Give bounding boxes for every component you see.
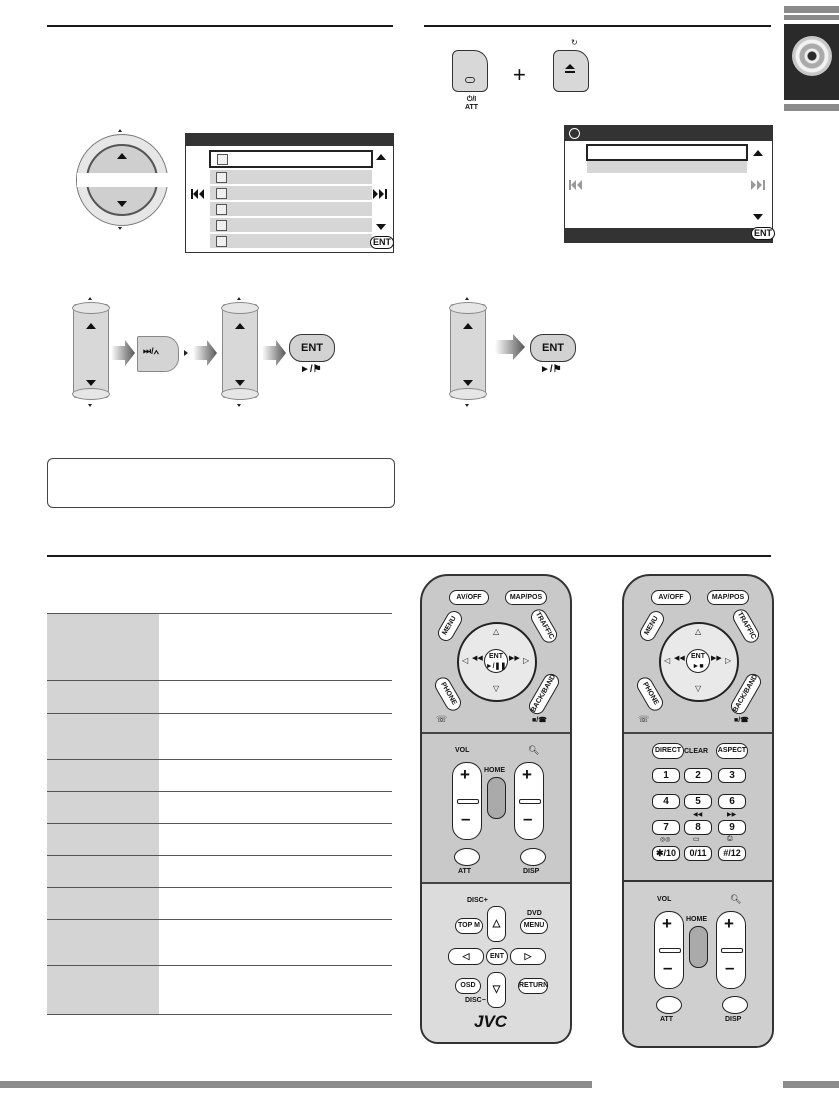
table-row-label [47, 792, 159, 823]
folder-row-selected[interactable] [209, 150, 373, 168]
plus-sign: + [513, 62, 526, 87]
stop-hangup-icon: ■/☎ [734, 717, 749, 724]
pad-left-icon: ◁ [664, 656, 671, 665]
scroll-down-icon[interactable] [376, 224, 386, 230]
search-icon: 🔍︎ [528, 745, 540, 755]
table-row [47, 791, 392, 823]
table-row [47, 887, 392, 919]
right-section-rule [424, 25, 771, 27]
navigation-pad[interactable] [659, 622, 739, 702]
audio-icon: ◎◎ [660, 837, 671, 843]
eject-icon [565, 64, 575, 73]
pad-left-icon: ◁ [462, 656, 469, 665]
phone-button[interactable]: PHONE [432, 674, 464, 713]
vol-label: VOL [657, 896, 672, 903]
top-menu-button[interactable]: TOP M [455, 918, 483, 934]
subtitle-icon: ▭ [693, 836, 700, 843]
flow-arrow-2 [193, 340, 217, 366]
menu-button[interactable]: MENU [637, 608, 667, 644]
menu-button[interactable]: MENU [435, 608, 465, 644]
att-button[interactable] [452, 50, 488, 92]
disc-tab [784, 24, 839, 100]
table-row-label [47, 714, 159, 759]
av-off-button[interactable]: AV/OFF [449, 590, 489, 605]
dvd-menu-button[interactable]: MENU [520, 918, 548, 934]
ent-button[interactable]: ENT [530, 334, 576, 362]
zoom-in-icon: + [522, 765, 532, 784]
table-row-label [47, 760, 159, 791]
number-button-1[interactable]: 1 [652, 768, 680, 783]
note-box [47, 458, 395, 508]
aspect-button[interactable]: ASPECT [716, 743, 748, 759]
zoom-rocker[interactable] [514, 762, 544, 840]
scroll-down-icon[interactable] [753, 214, 763, 220]
number-button-10[interactable]: ✱/10 [652, 846, 680, 861]
clear-label: CLEAR [684, 748, 709, 755]
side-tab-bar-bottom [784, 104, 839, 111]
control-dial[interactable] [76, 134, 168, 226]
number-button-4[interactable]: 4 [652, 794, 680, 809]
zoom-out-icon: – [523, 809, 533, 828]
vertical-slider-button[interactable] [73, 304, 109, 398]
att-label: ATT [660, 1016, 674, 1023]
volume-up-icon: + [662, 914, 672, 933]
table-row-label [47, 824, 159, 855]
dial-down-tick [118, 227, 122, 230]
return-button[interactable]: RETURN [518, 978, 548, 994]
volume-rocker[interactable] [452, 762, 482, 840]
up-button[interactable]: △ [487, 906, 506, 942]
folder-row[interactable] [210, 202, 372, 216]
slider-rim-bottom [72, 388, 110, 400]
pad-right-icon: ▷ [523, 656, 530, 665]
slider-rim-top [449, 302, 487, 314]
zoom-divider [519, 799, 541, 804]
direct-button[interactable]: DIRECT [652, 743, 684, 759]
map-pos-button[interactable]: MAP/POS [707, 590, 749, 605]
flow-arrow-1 [111, 340, 135, 366]
screen-header [186, 134, 393, 146]
number-button-8[interactable]: 8 [684, 820, 712, 835]
table-row [47, 965, 392, 1015]
back-band-button[interactable]: BACK/BAND [526, 671, 562, 717]
table-row-label [47, 681, 159, 713]
play-label: ►/⚑ [300, 364, 322, 375]
slider-rim-bottom [449, 388, 487, 400]
skip-button[interactable] [137, 336, 179, 372]
map-pos-button[interactable]: MAP/POS [505, 590, 547, 605]
table-row-label [47, 888, 159, 919]
table-row [47, 680, 392, 713]
list-row-selected[interactable] [586, 144, 748, 161]
pad-up-icon: △ [493, 627, 500, 636]
volume-divider [659, 948, 681, 953]
slider-down-tick [237, 404, 241, 407]
list-row[interactable] [587, 161, 747, 173]
scroll-up-icon[interactable] [376, 154, 386, 160]
folder-icon [216, 188, 227, 199]
att-button[interactable] [656, 996, 682, 1014]
home-label: HOME [484, 767, 505, 774]
home-label: HOME [686, 916, 707, 923]
slider-down-tick [88, 404, 92, 407]
slider-up-arrow [463, 323, 473, 329]
pad-right-icon: ▷ [725, 656, 732, 665]
dvd-label: DVD [527, 910, 542, 917]
prev-track-icon[interactable] [191, 189, 205, 199]
folder-list-screen [185, 133, 394, 253]
fast-forward-icon: ▶▶ [727, 812, 737, 818]
flow-arrow-3 [262, 340, 286, 366]
volume-up-icon: + [460, 765, 470, 784]
slider-down-arrow [463, 380, 473, 386]
phone-button[interactable]: PHONE [634, 674, 666, 713]
zoom-in-icon: + [724, 914, 734, 933]
folder-icon [216, 204, 227, 215]
att-button-label: ⏻/I ATT [465, 96, 479, 111]
dial-up-arrow [117, 153, 127, 159]
remote-top-divider [624, 732, 772, 734]
down-button[interactable]: ▽ [487, 972, 506, 1008]
folder-icon [216, 172, 227, 183]
clock-list-screen [564, 125, 773, 243]
att-label: ATT [458, 868, 472, 875]
ent-play-stop-button[interactable] [686, 649, 710, 673]
pad-down-icon: ▽ [695, 684, 702, 693]
slider-down-arrow [86, 380, 96, 386]
dial-up-tick [118, 129, 122, 132]
slider-rim-top [72, 302, 110, 314]
vertical-slider-button-2[interactable] [222, 304, 258, 398]
play-label: ►/⚑ [540, 364, 562, 375]
jvc-logo: JVC [474, 1012, 508, 1031]
left-section-rule [47, 25, 393, 27]
slider-rim-top [221, 302, 259, 314]
ent-play-pause-button[interactable] [484, 649, 508, 673]
traffic-button[interactable]: TRAFFIC [528, 606, 560, 645]
disp-label: DISP [725, 1016, 742, 1023]
table-row-label [47, 856, 159, 887]
zoom-rocker[interactable] [716, 911, 746, 989]
left-button[interactable]: ◁ [448, 948, 484, 965]
call-icon: ☏ [638, 714, 650, 724]
folder-row[interactable] [210, 218, 372, 232]
dial-band [77, 173, 169, 187]
home-button[interactable] [689, 926, 708, 968]
table-row [47, 823, 392, 855]
table-row [47, 713, 392, 759]
dial-down-arrow [117, 201, 127, 207]
eject-button[interactable] [553, 50, 589, 92]
skip-label: ⏭/∧ [143, 346, 160, 356]
bottom-bar-left [0, 1081, 592, 1088]
folder-row[interactable] [210, 234, 372, 248]
folder-icon [216, 220, 227, 231]
stop-hangup-icon: ■/☎ [532, 717, 547, 724]
navigation-pad[interactable] [457, 622, 537, 702]
screen-header [565, 126, 772, 141]
bottom-bar-right [783, 1081, 839, 1088]
pad-next-icon: ▶▶ [711, 655, 722, 662]
slider-up-tick [88, 297, 92, 300]
folder-row[interactable] [210, 186, 372, 200]
slider-up-arrow [235, 323, 245, 329]
flow-arrow-4 [495, 334, 525, 360]
prev-track-icon [569, 180, 583, 190]
disp-button[interactable] [722, 996, 748, 1014]
att-button-mark [465, 77, 475, 83]
call-icon: ☏ [436, 714, 448, 724]
screen-footer [565, 228, 772, 242]
slider-up-tick [465, 297, 469, 300]
osd-button[interactable]: OSD [455, 978, 481, 994]
ent-button-dvd[interactable]: ENT [486, 948, 508, 965]
slider-rim-bottom [221, 388, 259, 400]
number-button-2[interactable]: 2 [684, 768, 712, 783]
volume-down-icon: – [663, 958, 673, 977]
home-button[interactable] [487, 777, 506, 819]
pad-down-icon: ▽ [493, 684, 500, 693]
angle-icon: ⎙ [727, 835, 733, 842]
pad-next-icon: ▶▶ [509, 655, 520, 662]
disp-button[interactable] [520, 848, 546, 866]
att-button[interactable] [454, 848, 480, 866]
scroll-up-icon[interactable] [753, 150, 763, 156]
vertical-slider-button-3[interactable] [450, 304, 486, 398]
table-row [47, 919, 392, 965]
play-pause-glyph: ►/❚❚ [485, 663, 507, 670]
folder-icon [216, 236, 227, 247]
remote-top-divider [422, 732, 570, 734]
next-track-icon[interactable] [373, 189, 387, 199]
table-row [47, 759, 392, 791]
ent-button[interactable]: ENT [289, 334, 335, 362]
play-stop-glyph: ►■ [692, 663, 704, 670]
back-band-button[interactable]: BACK/BAND [728, 671, 764, 717]
remote-control-dvd [420, 574, 572, 1044]
table-row-label [47, 614, 159, 680]
pad-up-icon: △ [695, 627, 702, 636]
search-icon: 🔍︎ [730, 894, 742, 904]
table-row [47, 613, 392, 680]
folder-row[interactable] [210, 170, 372, 184]
number-button-6[interactable]: 6 [718, 794, 746, 809]
volume-divider [457, 799, 479, 804]
disp-label: DISP [523, 868, 540, 875]
rewind-icon: ◀◀ [693, 812, 703, 818]
lower-section-rule [47, 555, 771, 557]
pad-prev-icon: ◀◀ [674, 655, 685, 662]
number-button-12[interactable]: #/12 [718, 846, 746, 861]
slider-down-tick [465, 404, 469, 407]
remote-control-numeric [622, 574, 774, 1048]
cycle-icon: ↻ [571, 38, 578, 47]
right-button[interactable]: ▷ [510, 948, 546, 965]
traffic-button[interactable]: TRAFFIC [730, 606, 762, 645]
side-tab-bar-top [784, 6, 839, 13]
number-button-3[interactable]: 3 [718, 768, 746, 783]
vol-label: VOL [455, 747, 470, 754]
table-row-label [47, 966, 159, 1014]
side-tab-bar-2 [784, 15, 839, 20]
slider-down-arrow [235, 380, 245, 386]
ent-badge: ENT [370, 236, 394, 249]
number-button-7[interactable]: 7 [652, 820, 680, 835]
number-button-11[interactable]: 0/11 [684, 846, 712, 861]
disc-minus-label: DISC− [465, 997, 486, 1004]
volume-down-icon: – [461, 809, 471, 828]
table-row-label [47, 920, 159, 965]
zoom-out-icon: – [725, 958, 735, 977]
disc-plus-label: DISC+ [467, 897, 488, 904]
skip-side-arrow [184, 350, 188, 356]
clock-icon [569, 128, 580, 139]
folder-icon [217, 154, 228, 165]
ent-label: ENT [489, 653, 503, 660]
ent-label: ENT [691, 653, 705, 660]
number-button-5[interactable]: 5 [684, 794, 712, 809]
zoom-divider [721, 948, 743, 953]
av-off-button[interactable]: AV/OFF [651, 590, 691, 605]
table-row [47, 855, 392, 887]
next-track-icon [751, 180, 765, 190]
number-button-9[interactable]: 9 [718, 820, 746, 835]
volume-rocker[interactable] [654, 911, 684, 989]
slider-up-tick [237, 297, 241, 300]
ent-badge: ENT [751, 227, 775, 240]
disc-icon [792, 36, 832, 76]
slider-up-arrow [86, 323, 96, 329]
pad-prev-icon: ◀◀ [472, 655, 483, 662]
